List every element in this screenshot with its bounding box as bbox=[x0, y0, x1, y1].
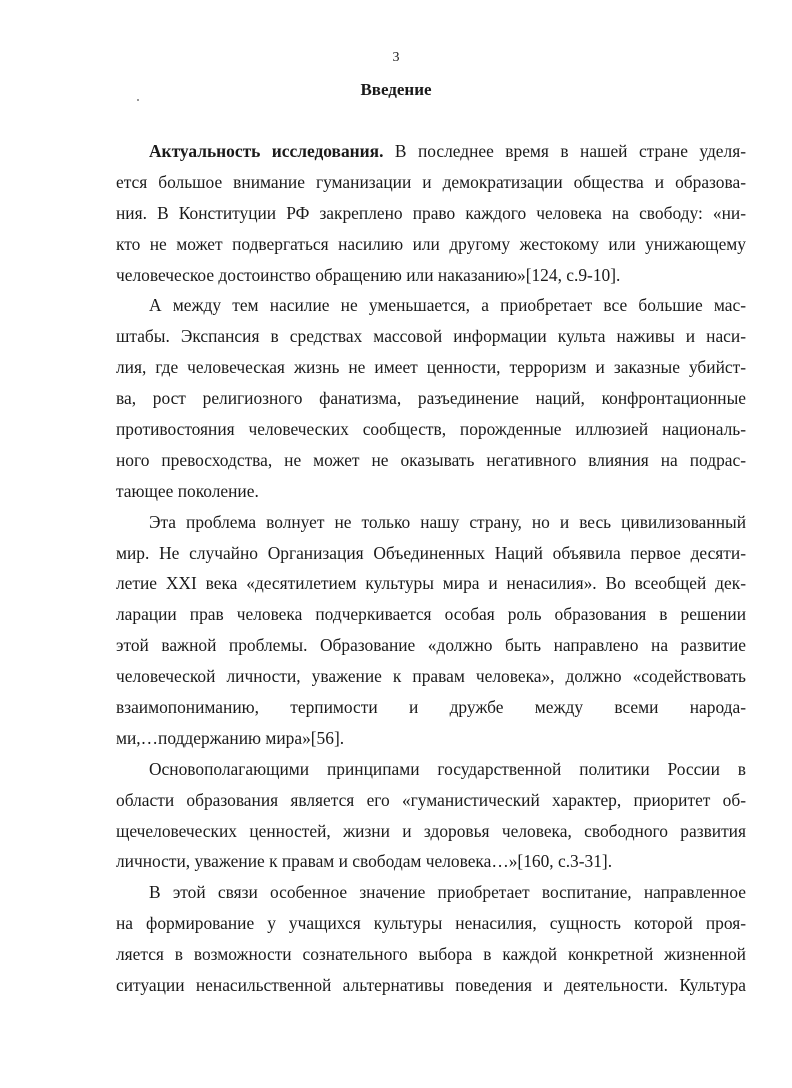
paragraph-line: ется большое внимание гуманизации и демократизации общества и образова- bbox=[116, 171, 746, 192]
paragraph-line: Основополагающими принципами государственной политики России в bbox=[149, 758, 746, 779]
paragraph-line: щечеловеческих ценностей, жизни и здоровья человека, свободного развития bbox=[116, 820, 746, 841]
paragraph-line: человеческой личности, уважение к правам человека», должно «содействовать bbox=[116, 666, 746, 687]
paragraph-line: ного превосходства, не может не оказывать негативного влияния на подрас- bbox=[116, 449, 746, 470]
paragraph-line: на формирование у учащихся культуры ненасилия, сущность которой проя- bbox=[116, 913, 746, 934]
paragraph-line: ляется в возможности сознательного выбора в каждой конкретной жизненной bbox=[116, 944, 746, 965]
paragraph-line: ния. В Конституции РФ закреплено право каждого человека на свободу: «ни- bbox=[116, 202, 746, 223]
paragraph-line: взаимопониманию, терпимости и дружбе между всеми народа- bbox=[116, 697, 746, 718]
paragraph-line: штабы. Экспансия в средствах массовой информации культа наживы и наси- bbox=[116, 326, 746, 347]
paragraph-line: человеческое достоинство обращению или наказанию»[124, с.9-10]. bbox=[116, 264, 621, 285]
paragraph-line: А между тем насилие не уменьшается, а приобретает все большие мас- bbox=[149, 295, 746, 316]
paragraph-line: мир. Не случайно Организация Объединенных Наций объявила первое десяти- bbox=[116, 542, 746, 563]
paragraph-line: Актуальность исследования. В последнее время в нашей стране уделя- bbox=[149, 141, 746, 161]
paragraph-line: ситуации ненасильственной альтернативы поведения и деятельности. Культура bbox=[116, 975, 746, 996]
paragraph-line: В этой связи особенное значение приобретает воспитание, направленное bbox=[149, 882, 746, 903]
paragraph-line: этой важной проблемы. Образование «должно быть направлено на развитие bbox=[116, 635, 746, 656]
paragraph-line: ларации прав человека подчеркивается особая роль образования в решении bbox=[116, 604, 746, 625]
paragraph-line: ми,…поддержанию мира»[56]. bbox=[116, 727, 345, 748]
paragraph-line: личности, уважение к правам и свободам человека…»[160, с.3-31]. bbox=[116, 851, 613, 872]
scan-speck bbox=[137, 99, 139, 101]
paragraph-line: противостояния человеческих сообществ, порожденные иллюзией националь- bbox=[116, 419, 746, 440]
paragraph-line: Эта проблема волнует не только нашу страну, но и весь цивилизованный bbox=[149, 511, 746, 532]
page-number: 3 bbox=[392, 50, 400, 65]
lead-heading: Актуальность исследования. bbox=[149, 141, 384, 161]
paragraph-line: кто не может подвергаться насилию или другому жестокому или унижающему bbox=[116, 233, 746, 254]
body-text bbox=[116, 136, 746, 1001]
paragraph-line: ва, рост религиозного фанатизма, разъединение наций, конфронтационные bbox=[116, 388, 746, 409]
paragraph-line: тающее поколение. bbox=[116, 480, 259, 501]
section-title: Введение bbox=[360, 80, 432, 99]
paragraph-line: летие XXI века «десятилетием культуры мира и ненасилия». Во всеобщей дек- bbox=[116, 573, 746, 594]
paragraph-line: лия, где человеческая жизнь не имеет ценности, терроризм и заказные убийст- bbox=[116, 357, 746, 378]
paragraph-line: области образования является его «гуманистический характер, приоритет об- bbox=[116, 789, 746, 810]
